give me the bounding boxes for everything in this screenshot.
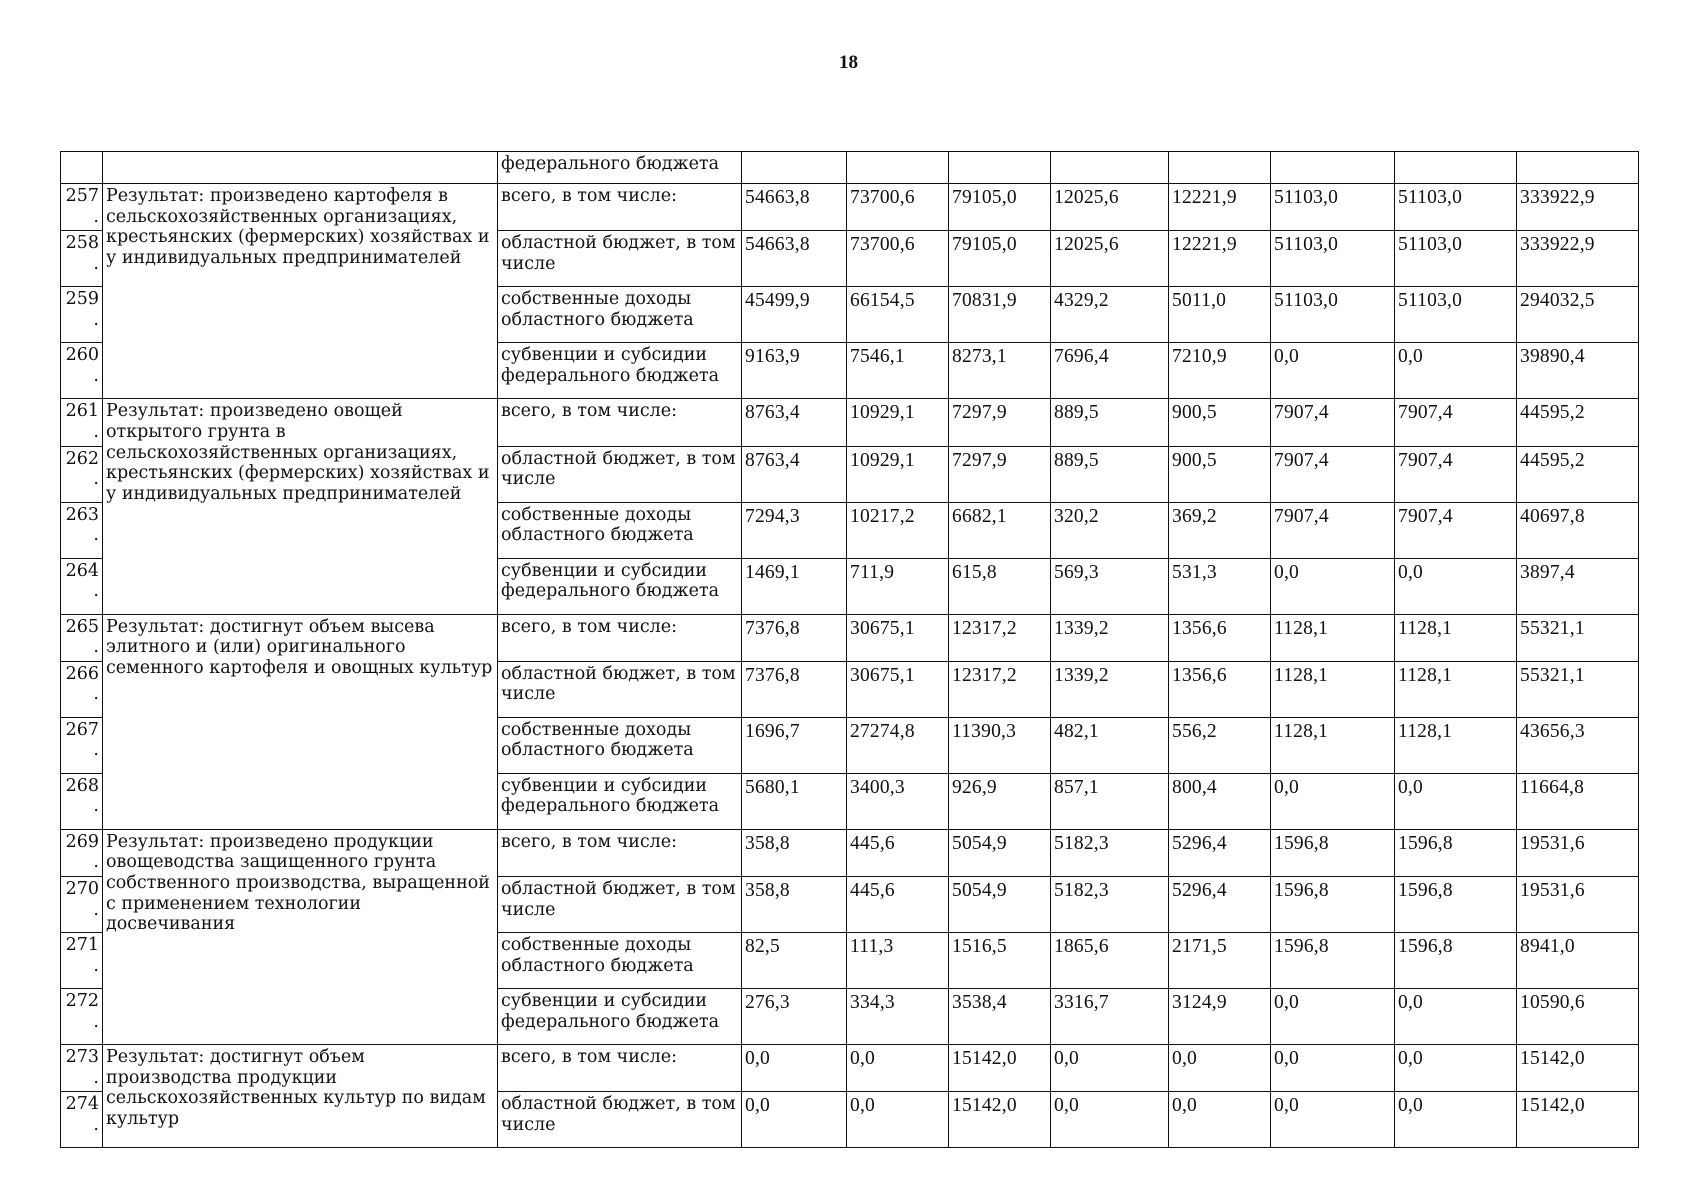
funding-source-cell: субвенции и субсидии федерального бюджета xyxy=(498,343,742,399)
row-number-cell: 265. xyxy=(61,614,103,661)
value-cell: 0,0 xyxy=(1169,1045,1271,1092)
value-cell xyxy=(949,152,1051,184)
value-cell: 5182,3 xyxy=(1051,829,1169,876)
row-number-cell: 274. xyxy=(61,1092,103,1148)
value-cell: 900,5 xyxy=(1169,399,1271,446)
funding-source-cell: всего, в том числе: xyxy=(498,1045,742,1092)
value-cell: 30675,1 xyxy=(847,614,949,661)
value-cell: 445,6 xyxy=(847,829,949,876)
row-number-cell: 269. xyxy=(61,829,103,876)
value-cell: 7907,4 xyxy=(1395,399,1517,446)
value-cell: 0,0 xyxy=(847,1045,949,1092)
value-cell: 358,8 xyxy=(742,829,847,876)
value-cell: 10929,1 xyxy=(847,446,949,502)
value-cell: 19531,6 xyxy=(1517,877,1639,933)
value-cell xyxy=(847,152,949,184)
result-description-cell: Результат: произведено овощей открытого грунта в сельскохозяйственных организациях, крестьянских (фермерских) хозяйствах и у индивидуальных предпринимателей xyxy=(103,399,498,614)
value-cell: 111,3 xyxy=(847,933,949,989)
value-cell: 889,5 xyxy=(1051,446,1169,502)
value-cell: 0,0 xyxy=(742,1092,847,1148)
value-cell: 79105,0 xyxy=(949,184,1051,231)
table-row xyxy=(61,399,1639,446)
funding-source-cell: областной бюджет, в том числе xyxy=(498,231,742,287)
value-cell: 11664,8 xyxy=(1517,773,1639,829)
value-cell: 0,0 xyxy=(742,1045,847,1092)
value-cell: 1356,6 xyxy=(1169,661,1271,717)
value-cell: 51103,0 xyxy=(1395,184,1517,231)
value-cell: 0,0 xyxy=(1051,1092,1169,1148)
value-cell: 8763,4 xyxy=(742,446,847,502)
value-cell: 70831,9 xyxy=(949,287,1051,343)
row-number-cell: 261. xyxy=(61,399,103,446)
value-cell: 15142,0 xyxy=(949,1092,1051,1148)
budget-table xyxy=(60,151,1639,1148)
row-number-cell: 263. xyxy=(61,502,103,558)
value-cell: 12317,2 xyxy=(949,614,1051,661)
value-cell: 1596,8 xyxy=(1395,829,1517,876)
value-cell xyxy=(1051,152,1169,184)
value-cell xyxy=(1517,152,1639,184)
value-cell: 5680,1 xyxy=(742,773,847,829)
value-cell: 0,0 xyxy=(1395,773,1517,829)
value-cell: 7297,9 xyxy=(949,399,1051,446)
value-cell: 531,3 xyxy=(1169,558,1271,614)
table-row-continuation xyxy=(61,152,1639,184)
result-description-cell: Результат: достигнут объем производства продукции сельскохозяйственных культур по видам культур xyxy=(103,1045,498,1148)
value-cell: 6682,1 xyxy=(949,502,1051,558)
row-number-cell: 264. xyxy=(61,558,103,614)
value-cell: 10929,1 xyxy=(847,399,949,446)
funding-source-cell: всего, в том числе: xyxy=(498,184,742,231)
funding-source-cell: собственные доходы областного бюджета xyxy=(498,287,742,343)
value-cell: 1339,2 xyxy=(1051,614,1169,661)
value-cell: 1128,1 xyxy=(1271,661,1395,717)
value-cell: 889,5 xyxy=(1051,399,1169,446)
row-number-cell: 270. xyxy=(61,877,103,933)
funding-source-cell: федерального бюджета xyxy=(498,152,742,184)
funding-source-cell: областной бюджет, в том числе xyxy=(498,1092,742,1148)
value-cell: 334,3 xyxy=(847,989,949,1045)
value-cell: 358,8 xyxy=(742,877,847,933)
value-cell: 369,2 xyxy=(1169,502,1271,558)
funding-source-cell: всего, в том числе: xyxy=(498,829,742,876)
row-number-cell: 258. xyxy=(61,231,103,287)
row-number-cell: 273. xyxy=(61,1045,103,1092)
value-cell: 7907,4 xyxy=(1271,446,1395,502)
value-cell: 615,8 xyxy=(949,558,1051,614)
value-cell: 276,3 xyxy=(742,989,847,1045)
value-cell: 9163,9 xyxy=(742,343,847,399)
value-cell: 1865,6 xyxy=(1051,933,1169,989)
result-description-cell: Результат: достигнут объем высева элитного и (или) оригинального семенного картофеля и овощных культур xyxy=(103,614,498,829)
value-cell: 40697,8 xyxy=(1517,502,1639,558)
value-cell: 5054,9 xyxy=(949,829,1051,876)
value-cell: 333922,9 xyxy=(1517,231,1639,287)
value-cell: 11390,3 xyxy=(949,717,1051,773)
value-cell: 10590,6 xyxy=(1517,989,1639,1045)
value-cell: 3316,7 xyxy=(1051,989,1169,1045)
value-cell: 54663,8 xyxy=(742,231,847,287)
value-cell: 0,0 xyxy=(1271,343,1395,399)
value-cell: 15142,0 xyxy=(1517,1045,1639,1092)
value-cell: 7210,9 xyxy=(1169,343,1271,399)
funding-source-cell: собственные доходы областного бюджета xyxy=(498,717,742,773)
value-cell: 12025,6 xyxy=(1051,231,1169,287)
value-cell: 15142,0 xyxy=(1517,1092,1639,1148)
row-number-cell xyxy=(61,152,103,184)
value-cell: 3897,4 xyxy=(1517,558,1639,614)
value-cell: 30675,1 xyxy=(847,661,949,717)
value-cell: 51103,0 xyxy=(1271,231,1395,287)
value-cell: 12317,2 xyxy=(949,661,1051,717)
value-cell: 7907,4 xyxy=(1395,446,1517,502)
value-cell: 82,5 xyxy=(742,933,847,989)
value-cell: 900,5 xyxy=(1169,446,1271,502)
value-cell: 0,0 xyxy=(1395,1092,1517,1148)
value-cell: 482,1 xyxy=(1051,717,1169,773)
table-body xyxy=(61,152,1639,1148)
value-cell xyxy=(742,152,847,184)
value-cell: 294032,5 xyxy=(1517,287,1639,343)
value-cell: 1128,1 xyxy=(1271,614,1395,661)
table-row xyxy=(61,1045,1639,1092)
value-cell: 55321,1 xyxy=(1517,661,1639,717)
table-row xyxy=(61,614,1639,661)
value-cell: 73700,6 xyxy=(847,231,949,287)
value-cell: 8763,4 xyxy=(742,399,847,446)
value-cell: 7696,4 xyxy=(1051,343,1169,399)
value-cell: 7907,4 xyxy=(1271,502,1395,558)
value-cell: 10217,2 xyxy=(847,502,949,558)
value-cell: 5054,9 xyxy=(949,877,1051,933)
value-cell: 54663,8 xyxy=(742,184,847,231)
value-cell: 1339,2 xyxy=(1051,661,1169,717)
value-cell xyxy=(1271,152,1395,184)
funding-source-cell: субвенции и субсидии федерального бюджета xyxy=(498,773,742,829)
value-cell: 27274,8 xyxy=(847,717,949,773)
value-cell xyxy=(1395,152,1517,184)
funding-source-cell: субвенции и субсидии федерального бюджета xyxy=(498,989,742,1045)
value-cell: 5011,0 xyxy=(1169,287,1271,343)
value-cell: 1128,1 xyxy=(1271,717,1395,773)
value-cell: 73700,6 xyxy=(847,184,949,231)
value-cell: 66154,5 xyxy=(847,287,949,343)
value-cell: 12221,9 xyxy=(1169,184,1271,231)
value-cell: 7294,3 xyxy=(742,502,847,558)
value-cell: 556,2 xyxy=(1169,717,1271,773)
value-cell: 857,1 xyxy=(1051,773,1169,829)
value-cell: 79105,0 xyxy=(949,231,1051,287)
value-cell: 7546,1 xyxy=(847,343,949,399)
value-cell: 7297,9 xyxy=(949,446,1051,502)
value-cell: 51103,0 xyxy=(1271,184,1395,231)
row-number-cell: 266. xyxy=(61,661,103,717)
value-cell: 3538,4 xyxy=(949,989,1051,1045)
row-number-cell: 260. xyxy=(61,343,103,399)
value-cell: 0,0 xyxy=(1271,1045,1395,1092)
table-row xyxy=(61,829,1639,876)
row-number-cell: 267. xyxy=(61,717,103,773)
value-cell: 5182,3 xyxy=(1051,877,1169,933)
value-cell: 0,0 xyxy=(1271,558,1395,614)
row-number-cell: 259. xyxy=(61,287,103,343)
value-cell: 5296,4 xyxy=(1169,829,1271,876)
value-cell: 1128,1 xyxy=(1395,614,1517,661)
value-cell: 445,6 xyxy=(847,877,949,933)
value-cell: 1696,7 xyxy=(742,717,847,773)
funding-source-cell: собственные доходы областного бюджета xyxy=(498,502,742,558)
value-cell: 0,0 xyxy=(1395,989,1517,1045)
result-description-cell: Результат: произведено картофеля в сельскохозяйственных организациях, крестьянских (фермерских) хозяйствах и у индивидуальных предпринимателей xyxy=(103,184,498,399)
value-cell: 7907,4 xyxy=(1271,399,1395,446)
value-cell: 12221,9 xyxy=(1169,231,1271,287)
value-cell: 0,0 xyxy=(1395,343,1517,399)
value-cell: 320,2 xyxy=(1051,502,1169,558)
value-cell: 0,0 xyxy=(1395,1045,1517,1092)
value-cell: 51103,0 xyxy=(1395,231,1517,287)
funding-source-cell: всего, в том числе: xyxy=(498,614,742,661)
funding-source-cell: областной бюджет, в том числе xyxy=(498,877,742,933)
value-cell: 0,0 xyxy=(847,1092,949,1148)
value-cell: 926,9 xyxy=(949,773,1051,829)
value-cell: 19531,6 xyxy=(1517,829,1639,876)
value-cell: 0,0 xyxy=(1271,1092,1395,1148)
value-cell: 1596,8 xyxy=(1271,933,1395,989)
value-cell: 711,9 xyxy=(847,558,949,614)
value-cell: 0,0 xyxy=(1271,989,1395,1045)
value-cell: 7907,4 xyxy=(1395,502,1517,558)
value-cell: 55321,1 xyxy=(1517,614,1639,661)
value-cell: 15142,0 xyxy=(949,1045,1051,1092)
value-cell: 569,3 xyxy=(1051,558,1169,614)
value-cell: 1596,8 xyxy=(1395,933,1517,989)
value-cell: 1128,1 xyxy=(1395,661,1517,717)
value-cell: 51103,0 xyxy=(1395,287,1517,343)
value-cell: 3124,9 xyxy=(1169,989,1271,1045)
row-number-cell: 272. xyxy=(61,989,103,1045)
value-cell: 7376,8 xyxy=(742,614,847,661)
funding-source-cell: всего, в том числе: xyxy=(498,399,742,446)
value-cell: 8273,1 xyxy=(949,343,1051,399)
value-cell: 0,0 xyxy=(1271,773,1395,829)
table-row xyxy=(61,184,1639,231)
result-description-cell: Результат: произведено продукции овощеводства защищенного грунта собственного производства, выращенной с применением технологии досвечивания xyxy=(103,829,498,1044)
value-cell: 1516,5 xyxy=(949,933,1051,989)
row-number-cell: 268. xyxy=(61,773,103,829)
value-cell: 333922,9 xyxy=(1517,184,1639,231)
row-number-cell: 262. xyxy=(61,446,103,502)
result-description-cell xyxy=(103,152,498,184)
value-cell: 5296,4 xyxy=(1169,877,1271,933)
value-cell: 39890,4 xyxy=(1517,343,1639,399)
value-cell: 0,0 xyxy=(1169,1092,1271,1148)
value-cell: 51103,0 xyxy=(1271,287,1395,343)
value-cell: 2171,5 xyxy=(1169,933,1271,989)
value-cell: 1128,1 xyxy=(1395,717,1517,773)
funding-source-cell: собственные доходы областного бюджета xyxy=(498,933,742,989)
value-cell: 0,0 xyxy=(1395,558,1517,614)
value-cell: 44595,2 xyxy=(1517,446,1639,502)
value-cell: 0,0 xyxy=(1051,1045,1169,1092)
value-cell: 1356,6 xyxy=(1169,614,1271,661)
row-number-cell: 271. xyxy=(61,933,103,989)
value-cell: 12025,6 xyxy=(1051,184,1169,231)
value-cell: 1596,8 xyxy=(1271,829,1395,876)
value-cell: 1596,8 xyxy=(1395,877,1517,933)
funding-source-cell: субвенции и субсидии федерального бюджета xyxy=(498,558,742,614)
value-cell: 1469,1 xyxy=(742,558,847,614)
value-cell: 7376,8 xyxy=(742,661,847,717)
value-cell: 1596,8 xyxy=(1271,877,1395,933)
page-number: 18 xyxy=(839,52,858,73)
value-cell: 800,4 xyxy=(1169,773,1271,829)
value-cell: 44595,2 xyxy=(1517,399,1639,446)
value-cell: 3400,3 xyxy=(847,773,949,829)
value-cell: 4329,2 xyxy=(1051,287,1169,343)
funding-source-cell: областной бюджет, в том числе xyxy=(498,446,742,502)
value-cell: 8941,0 xyxy=(1517,933,1639,989)
value-cell xyxy=(1169,152,1271,184)
row-number-cell: 257. xyxy=(61,184,103,231)
value-cell: 45499,9 xyxy=(742,287,847,343)
value-cell: 43656,3 xyxy=(1517,717,1639,773)
funding-source-cell: областной бюджет, в том числе xyxy=(498,661,742,717)
